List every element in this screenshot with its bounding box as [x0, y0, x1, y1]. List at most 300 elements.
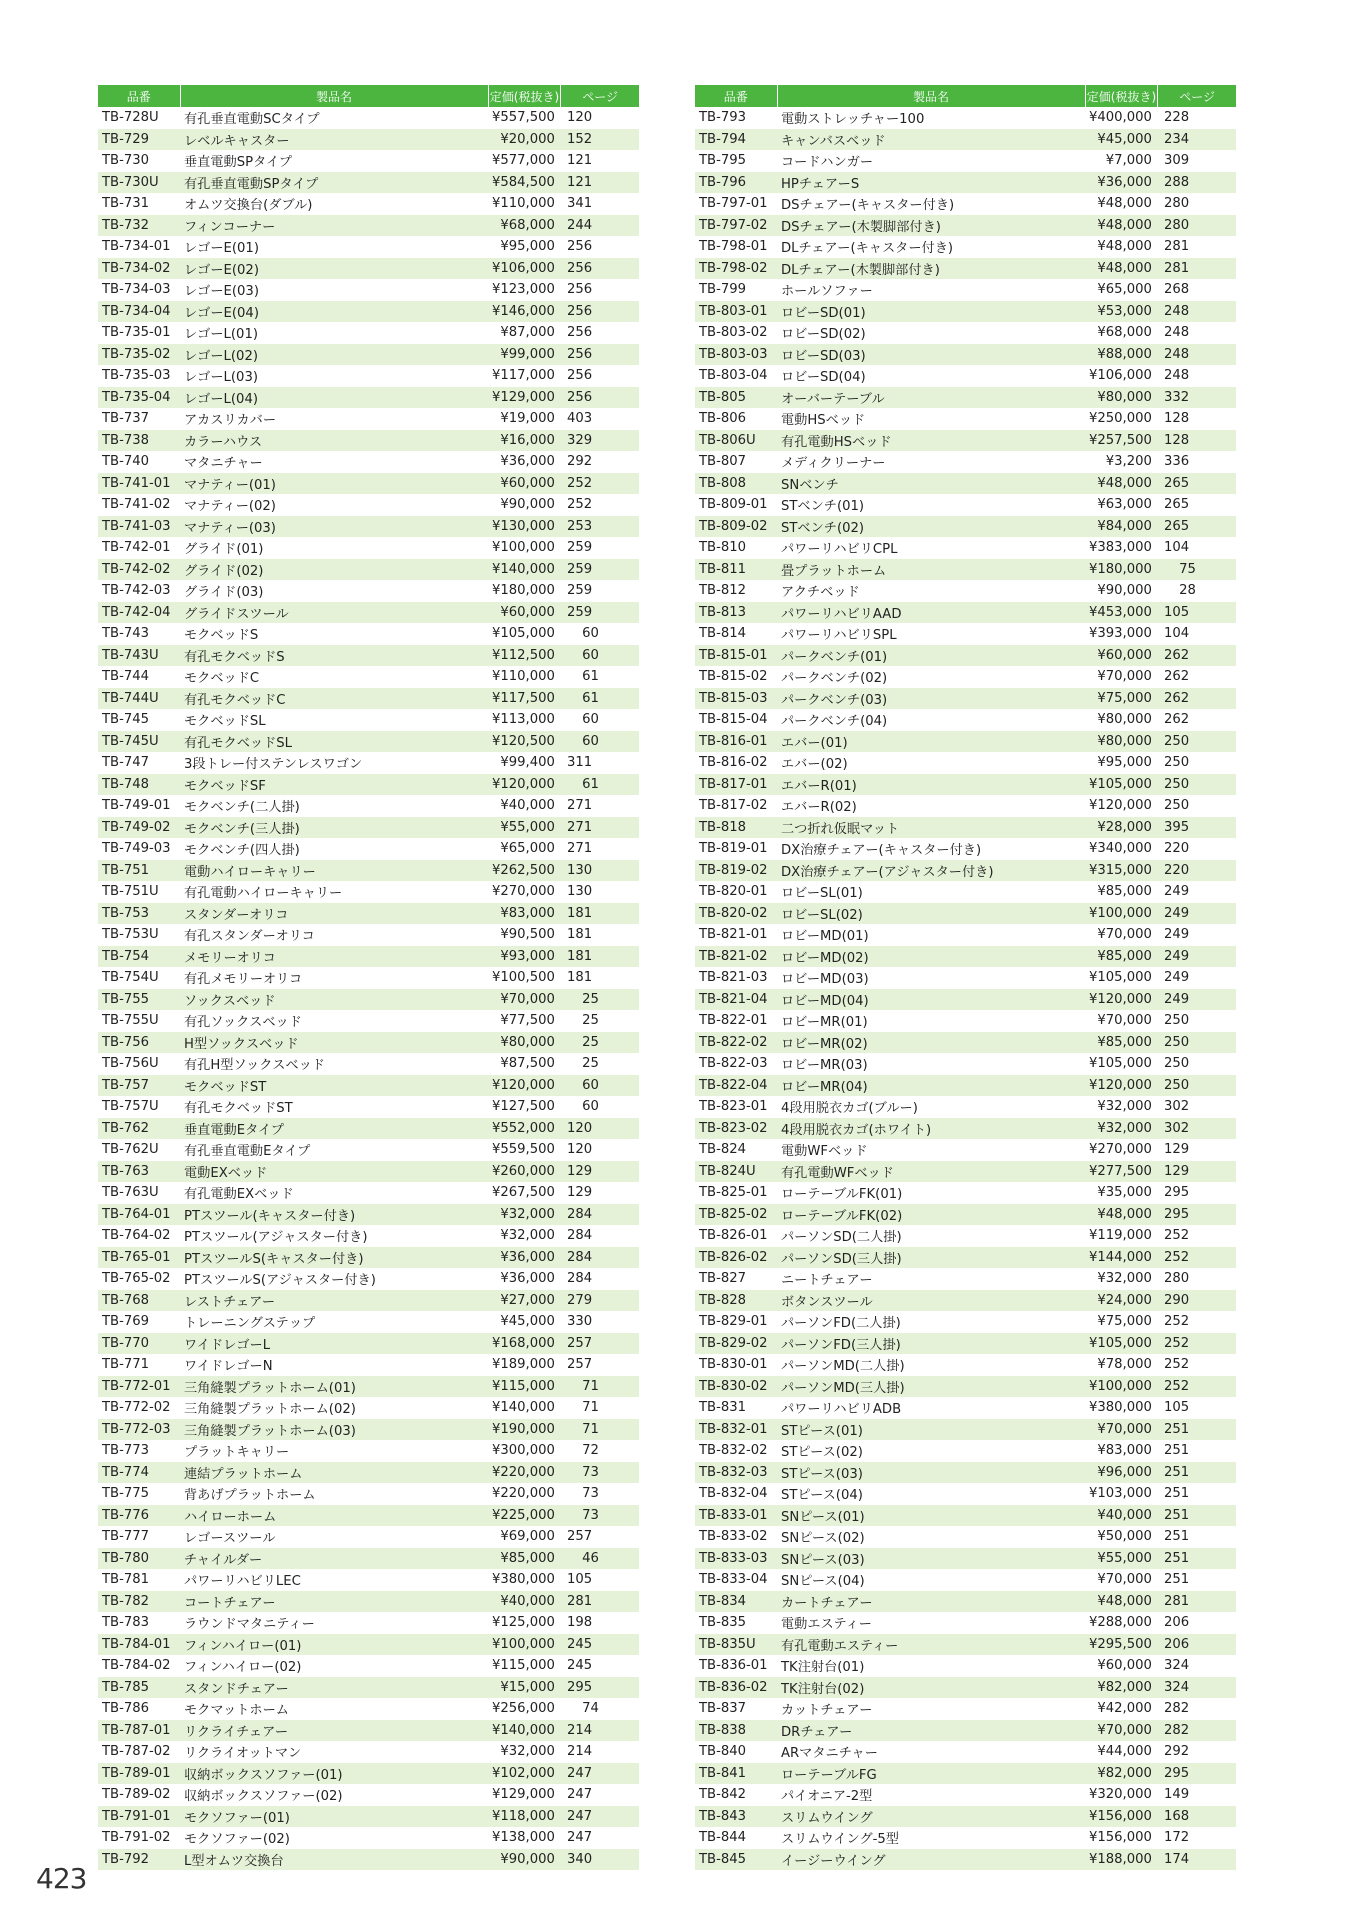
product-price: ¥138,000	[492, 1830, 555, 1846]
catalog-page: 46	[561, 1548, 639, 1570]
catalog-page: 262	[1163, 712, 1190, 728]
product-name: マナティー(03)	[180, 516, 488, 538]
table-row	[695, 731, 1236, 753]
product-name: モクマットホーム	[184, 1703, 289, 1719]
catalog-page: 280	[1163, 196, 1190, 212]
product-name: パワーリハビリLEC	[184, 1574, 301, 1590]
product-code: TB-765-02	[102, 1271, 171, 1287]
table-row	[695, 774, 1236, 796]
table-row	[98, 107, 639, 129]
table-row	[695, 1096, 1236, 1118]
product-name: パワーリハビリCPL	[781, 542, 898, 558]
product-code: TB-812	[699, 583, 747, 599]
product-code: TB-815-01	[695, 645, 777, 667]
product-name: エバーR(01)	[777, 774, 1085, 796]
catalog-page: 250	[1158, 1032, 1236, 1054]
product-code: TB-822-02	[695, 1032, 777, 1054]
product-price: ¥48,000	[1085, 1204, 1158, 1226]
product-name: スリムウイング-5型	[781, 1832, 899, 1848]
product-name: 収納ボックスソファー(01)	[180, 1763, 488, 1785]
product-price: ¥36,000	[500, 454, 555, 470]
catalog-page: 75	[1158, 559, 1236, 581]
product-name: パーソンFD(三人掛)	[777, 1333, 1085, 1355]
product-code: TB-747	[102, 755, 150, 771]
catalog-page: 130	[566, 884, 593, 900]
product-name: 3段トレー付ステンレスワゴン	[184, 757, 363, 773]
catalog-page: 129	[1163, 1142, 1190, 1158]
product-name: グライド(03)	[184, 585, 264, 601]
product-name: STピース(03)	[777, 1462, 1085, 1484]
table-row	[695, 1440, 1236, 1462]
catalog-page: 324	[1158, 1677, 1236, 1699]
product-name: パークベンチ(02)	[781, 671, 888, 687]
product-name: SNピース(02)	[781, 1531, 865, 1547]
product-name: ロビーMR(03)	[781, 1058, 868, 1074]
product-price: ¥48,000	[1085, 258, 1158, 280]
table-row	[695, 1290, 1236, 1312]
product-price: ¥40,000	[1085, 1505, 1158, 1527]
product-price: ¥250,000	[1089, 411, 1152, 427]
table-row	[98, 580, 639, 602]
product-price: ¥577,000	[492, 153, 555, 169]
catalog-page: 292	[566, 454, 593, 470]
table-row	[98, 1440, 639, 1462]
product-name: モクベンチ(二人掛)	[184, 800, 300, 816]
product-name: 背あげプラットホーム	[184, 1488, 316, 1504]
product-price: ¥130,000	[488, 516, 561, 538]
catalog-page: 262	[1158, 688, 1236, 710]
product-name: 有孔モクベッドSL	[180, 731, 488, 753]
catalog-page: 247	[566, 1787, 593, 1803]
table-row	[695, 989, 1236, 1011]
table-row	[695, 1161, 1236, 1183]
catalog-page: 281	[1163, 239, 1190, 255]
product-code: TB-833-04	[699, 1572, 768, 1588]
table-row	[98, 172, 639, 194]
catalog-page: 247	[561, 1806, 639, 1828]
product-code: TB-789-02	[102, 1787, 171, 1803]
catalog-page: 265	[1163, 497, 1190, 513]
product-name: TK注射台(01)	[781, 1660, 865, 1676]
table-row	[98, 301, 639, 323]
catalog-page: 61	[561, 688, 639, 710]
product-name: モクベンチ(三人掛)	[180, 817, 488, 839]
product-code: TB-772-03	[98, 1419, 180, 1441]
product-name: 垂直電動Eタイプ	[180, 1118, 488, 1140]
product-code: TB-824	[699, 1142, 747, 1158]
product-price: ¥85,000	[1097, 884, 1152, 900]
catalog-page: 252	[1163, 1314, 1190, 1330]
catalog-page: 265	[1158, 516, 1236, 538]
product-code: TB-749-02	[98, 817, 180, 839]
table-row	[695, 236, 1236, 258]
table-row	[695, 150, 1236, 172]
product-name: モクソファー(01)	[180, 1806, 488, 1828]
product-name: アカスリカバー	[184, 413, 277, 429]
table-row	[695, 473, 1236, 495]
catalog-page: 250	[1158, 1075, 1236, 1097]
product-code: TB-815-02	[699, 669, 768, 685]
table-row	[98, 623, 639, 645]
table-row	[695, 559, 1236, 581]
catalog-page: 129	[566, 1185, 593, 1201]
table-row	[98, 1612, 639, 1634]
product-name: パークベンチ(04)	[781, 714, 888, 730]
product-code: TB-809-02	[695, 516, 777, 538]
product-name: STピース(01)	[777, 1419, 1085, 1441]
table-row	[98, 215, 639, 237]
table-row	[98, 129, 639, 151]
product-name: ロビーSD(03)	[777, 344, 1085, 366]
catalog-page: 71	[561, 1376, 639, 1398]
product-name: ローテーブルFG	[777, 1763, 1085, 1785]
product-code: TB-755	[98, 989, 180, 1011]
catalog-page: 251	[1158, 1462, 1236, 1484]
product-price: ¥127,500	[492, 1099, 555, 1115]
catalog-page: 60	[561, 1075, 639, 1097]
table-row	[695, 1698, 1236, 1720]
table-row	[98, 1655, 639, 1677]
product-price: ¥156,000	[1089, 1830, 1152, 1846]
product-code: TB-734-03	[102, 282, 171, 298]
catalog-page: 250	[1158, 731, 1236, 753]
product-code: TB-805	[695, 387, 777, 409]
product-price: ¥220,000	[488, 1462, 561, 1484]
table-row	[98, 688, 639, 710]
table-row	[695, 430, 1236, 452]
product-code: TB-797-01	[699, 196, 768, 212]
product-name: メディクリーナー	[781, 456, 886, 472]
product-code: TB-751U	[102, 884, 159, 900]
catalog-page: 206	[1163, 1615, 1190, 1631]
table-header-row	[98, 85, 639, 107]
product-price: ¥129,000	[488, 387, 561, 409]
table-row	[695, 1763, 1236, 1785]
catalog-page: 259	[561, 602, 639, 624]
product-code: TB-829-02	[695, 1333, 777, 1355]
catalog-page: 311	[566, 755, 593, 771]
product-price: ¥78,000	[1097, 1357, 1152, 1373]
table-row	[695, 344, 1236, 366]
catalog-page: 121	[561, 172, 639, 194]
table-row	[98, 1419, 639, 1441]
product-price: ¥270,000	[492, 884, 555, 900]
table-row	[98, 709, 639, 731]
table-row	[695, 817, 1236, 839]
product-price: ¥105,000	[1085, 774, 1158, 796]
table-row	[695, 1548, 1236, 1570]
table-row	[98, 1118, 639, 1140]
catalog-page: 60	[582, 626, 599, 642]
product-price: ¥156,000	[1085, 1806, 1158, 1828]
product-code: TB-745	[102, 712, 150, 728]
catalog-page: 129	[1158, 1161, 1236, 1183]
catalog-page: 330	[566, 1314, 593, 1330]
product-code: TB-751	[98, 860, 180, 882]
product-code: TB-822-03	[699, 1056, 768, 1072]
product-name: メモリーオリコ	[180, 946, 488, 968]
table-row	[98, 516, 639, 538]
product-code: TB-764-01	[98, 1204, 180, 1226]
catalog-page: 281	[1158, 258, 1236, 280]
product-price: ¥60,000	[1085, 645, 1158, 667]
product-code: TB-765-01	[98, 1247, 180, 1269]
product-name: 4段用脱衣カゴ(ブルー)	[781, 1101, 918, 1117]
product-price: ¥552,000	[488, 1118, 561, 1140]
product-name: L型オムツ交換台	[180, 1849, 488, 1871]
catalog-page: 245	[561, 1634, 639, 1656]
table-row	[695, 258, 1236, 280]
table-row	[98, 387, 639, 409]
table-row	[695, 129, 1236, 151]
product-price: ¥100,000	[1085, 903, 1158, 925]
product-code: TB-735-01	[102, 325, 171, 341]
product-price: ¥295,500	[1085, 1634, 1158, 1656]
table-row	[98, 1591, 639, 1613]
product-name: 収納ボックスソファー(02)	[184, 1789, 343, 1805]
product-name: レゴーE(01)	[184, 241, 259, 257]
product-price: ¥20,000	[488, 129, 561, 151]
table-row	[695, 924, 1236, 946]
table-row	[98, 1010, 639, 1032]
product-price: ¥115,000	[492, 1658, 555, 1674]
product-name: スタンダーオリコ	[180, 903, 488, 925]
product-name: キャンバスベッド	[777, 129, 1085, 151]
catalog-page: 295	[1158, 1763, 1236, 1785]
product-name: レゴーL(02)	[180, 344, 488, 366]
table-row	[98, 279, 639, 301]
product-price: ¥68,000	[1097, 325, 1152, 341]
product-price: ¥90,500	[500, 927, 555, 943]
product-code: TB-735-03	[102, 368, 171, 384]
product-price: ¥42,000	[1097, 1701, 1152, 1717]
table-row	[695, 322, 1236, 344]
product-price: ¥70,000	[488, 989, 561, 1011]
product-price: ¥140,000	[492, 1400, 555, 1416]
product-price: ¥48,000	[1097, 239, 1152, 255]
table-row	[695, 623, 1236, 645]
product-name: 有孔電動ハイローキャリー	[184, 886, 343, 902]
catalog-page: 174	[1158, 1849, 1236, 1871]
product-code: TB-781	[102, 1572, 150, 1588]
header-name: 製品名	[180, 85, 488, 107]
product-name: 有孔モクベッドS	[180, 645, 488, 667]
catalog-page: 324	[1163, 1658, 1190, 1674]
product-price: ¥70,000	[1097, 927, 1152, 943]
table-row	[98, 1505, 639, 1527]
product-name: ロビーMR(01)	[781, 1015, 868, 1031]
product-price: ¥256,000	[492, 1701, 555, 1717]
table-row	[695, 1397, 1236, 1419]
product-price: ¥110,000	[492, 669, 555, 685]
product-price: ¥453,000	[1085, 602, 1158, 624]
table-row	[98, 1827, 639, 1849]
product-code: TB-825-01	[699, 1185, 768, 1201]
catalog-page: 249	[1158, 946, 1236, 968]
catalog-page: 256	[566, 282, 593, 298]
catalog-page: 73	[561, 1462, 639, 1484]
table-row	[98, 1677, 639, 1699]
product-name: マナティー(02)	[184, 499, 276, 515]
catalog-page: 105	[1158, 602, 1236, 624]
product-code: TB-762	[98, 1118, 180, 1140]
product-price: ¥117,500	[488, 688, 561, 710]
product-code: TB-841	[695, 1763, 777, 1785]
product-code: TB-837	[699, 1701, 747, 1717]
product-code: TB-740	[102, 454, 150, 470]
product-price: ¥103,000	[1089, 1486, 1152, 1502]
catalog-page: 248	[1163, 368, 1190, 384]
product-price: ¥300,000	[492, 1443, 555, 1459]
product-name: ハイローホーム	[180, 1505, 488, 1527]
product-price: ¥320,000	[1089, 1787, 1152, 1803]
product-code: TB-833-02	[699, 1529, 768, 1545]
catalog-page: 256	[561, 301, 639, 323]
table-row	[695, 193, 1236, 215]
table-row	[98, 731, 639, 753]
catalog-page: 120	[566, 1142, 593, 1158]
product-name: 有孔垂直電動Eタイプ	[184, 1144, 311, 1160]
product-price: ¥16,000	[488, 430, 561, 452]
product-code: TB-741-01	[98, 473, 180, 495]
product-name: ロビーMD(04)	[777, 989, 1085, 1011]
catalog-page: 268	[1163, 282, 1190, 298]
product-price: ¥55,000	[488, 817, 561, 839]
product-price: ¥90,000	[488, 1849, 561, 1871]
product-name: ロビーMD(01)	[781, 929, 869, 945]
catalog-page: 252	[1163, 1228, 1190, 1244]
catalog-page: 340	[561, 1849, 639, 1871]
product-name: DLチェアー(キャスター付き)	[781, 241, 954, 257]
catalog-page: 105	[1163, 1400, 1190, 1416]
product-code: TB-754U	[102, 970, 159, 986]
product-name: ロビーSD(02)	[781, 327, 866, 343]
product-code: TB-806	[699, 411, 747, 427]
catalog-page: 214	[566, 1744, 593, 1760]
table-row	[98, 795, 639, 817]
product-code: TB-829-01	[699, 1314, 768, 1330]
catalog-page: 271	[566, 798, 593, 814]
product-name: パワーリハビリAAD	[777, 602, 1085, 624]
product-code: TB-818	[695, 817, 777, 839]
table-row	[98, 537, 639, 559]
product-price: ¥80,000	[1097, 712, 1152, 728]
table-row	[98, 1333, 639, 1355]
product-code: TB-807	[699, 454, 747, 470]
product-code: TB-755U	[102, 1013, 159, 1029]
table-row	[98, 1462, 639, 1484]
product-code: TB-811	[695, 559, 777, 581]
product-name: SNピース(01)	[777, 1505, 1085, 1527]
product-price: ¥36,000	[488, 1247, 561, 1269]
table-row	[98, 1075, 639, 1097]
product-price: ¥32,000	[1097, 1099, 1152, 1115]
product-name: 有孔メモリーオリコ	[184, 972, 303, 988]
product-name: レゴーE(04)	[180, 301, 488, 323]
product-price: ¥400,000	[1089, 110, 1152, 126]
product-price: ¥87,500	[500, 1056, 555, 1072]
catalog-page: 288	[1158, 172, 1236, 194]
product-code: TB-741-03	[98, 516, 180, 538]
product-price: ¥80,000	[1085, 387, 1158, 409]
header-code: 品番	[98, 85, 180, 107]
product-name: パーソンSD(三人掛)	[777, 1247, 1085, 1269]
product-price: ¥87,000	[500, 325, 555, 341]
product-name: 三角縫製プラットホーム(01)	[180, 1376, 488, 1398]
product-price: ¥123,000	[492, 282, 555, 298]
table-row	[695, 795, 1236, 817]
product-code: TB-821-02	[695, 946, 777, 968]
product-code: TB-815-03	[695, 688, 777, 710]
product-code: TB-757	[98, 1075, 180, 1097]
product-code: TB-754	[98, 946, 180, 968]
product-code: TB-832-02	[699, 1443, 768, 1459]
product-name: モクベンチ(四人掛)	[184, 843, 300, 859]
product-price: ¥393,000	[1089, 626, 1152, 642]
product-name: 畳プラットホーム	[777, 559, 1085, 581]
product-code: TB-774	[98, 1462, 180, 1484]
product-price: ¥7,000	[1105, 153, 1152, 169]
catalog-page: 73	[561, 1505, 639, 1527]
product-code: TB-830-01	[699, 1357, 768, 1373]
catalog-page: 152	[561, 129, 639, 151]
table-row	[695, 1010, 1236, 1032]
table-row	[695, 451, 1236, 473]
catalog-page: 256	[566, 368, 593, 384]
product-name: 有孔垂直電動SCタイプ	[184, 112, 320, 128]
catalog-page: 73	[582, 1486, 599, 1502]
table-row	[98, 1741, 639, 1763]
product-name: ロビーSL(02)	[777, 903, 1085, 925]
catalog-page: 250	[1163, 1013, 1190, 1029]
product-name: 有孔モクベッドST	[184, 1101, 293, 1117]
product-name: H型ソックスベッド	[180, 1032, 488, 1054]
product-name: マタニチャー	[184, 456, 263, 472]
product-price: ¥90,000	[500, 497, 555, 513]
product-code: TB-783	[102, 1615, 150, 1631]
catalog-page: 250	[1163, 798, 1190, 814]
catalog-page: 168	[1158, 1806, 1236, 1828]
product-name: STピース(02)	[781, 1445, 863, 1461]
catalog-page: 228	[1163, 110, 1190, 126]
table-row	[98, 1354, 639, 1376]
product-name: コードハンガー	[781, 155, 874, 171]
catalog-page: 220	[1158, 860, 1236, 882]
table-row	[695, 881, 1236, 903]
table-row	[695, 1677, 1236, 1699]
catalog-page: 282	[1163, 1701, 1190, 1717]
table-row	[98, 1096, 639, 1118]
catalog-page: 256	[561, 258, 639, 280]
product-name: ローテーブルFK(01)	[781, 1187, 903, 1203]
product-name: パークベンチ(01)	[777, 645, 1085, 667]
product-price: ¥220,000	[492, 1486, 555, 1502]
product-code: TB-813	[695, 602, 777, 624]
table-row	[695, 967, 1236, 989]
product-code: TB-823-01	[699, 1099, 768, 1115]
table-row	[695, 408, 1236, 430]
table-row	[695, 107, 1236, 129]
table-row	[98, 494, 639, 516]
product-code: TB-762U	[102, 1142, 159, 1158]
product-name: 二つ折れ仮眠マット	[777, 817, 1085, 839]
product-name: 電動EXベッド	[180, 1161, 488, 1183]
catalog-page: 172	[1163, 1830, 1190, 1846]
table-row	[695, 752, 1236, 774]
product-code: TB-835U	[695, 1634, 777, 1656]
product-code: TB-828	[695, 1290, 777, 1312]
product-code: TB-728U	[102, 110, 159, 126]
